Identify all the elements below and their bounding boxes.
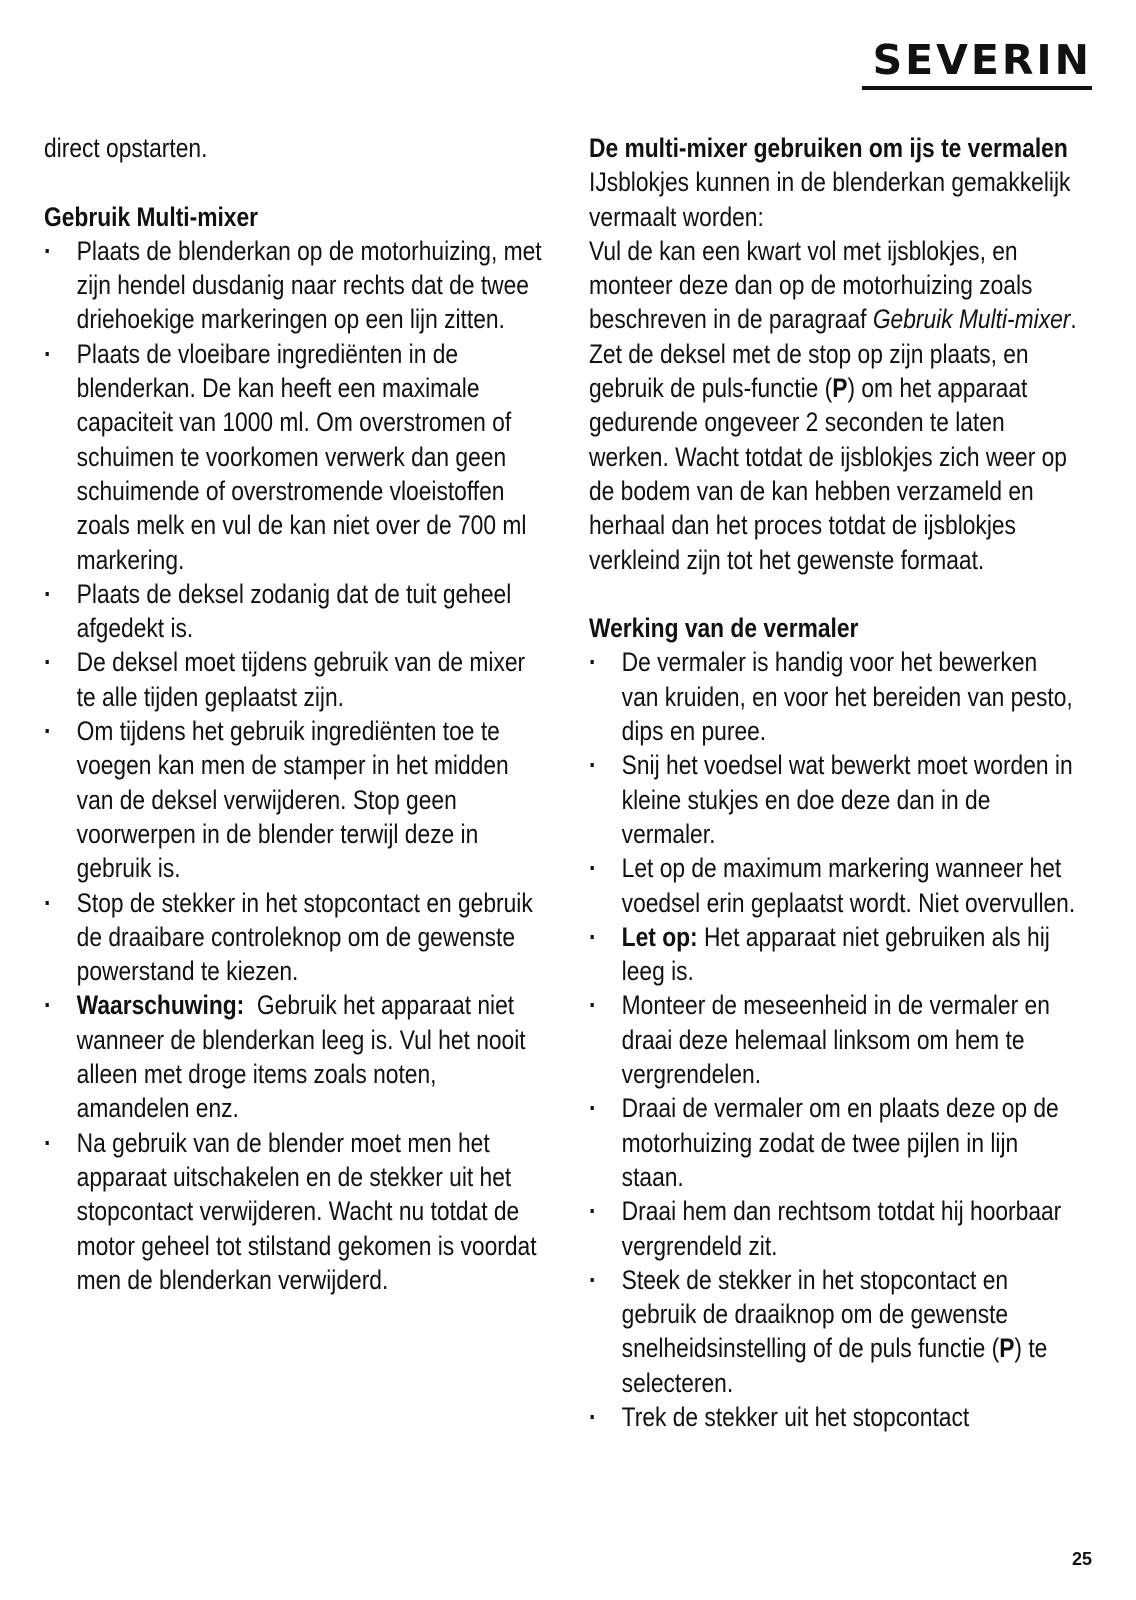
list-item: · Steek de stekker in het stopcontact en gebruik de draaiknop om de gewenste snelheidsinstelling of de puls functie (P) te selecteren. — [589, 1264, 1048, 1398]
caution-text: Het apparaat niet gebruiken als hij leeg is. — [621, 921, 1050, 987]
list-item: · De vermaler is handig voor het bewerken van kruiden, en voor het bereiden van pesto, dips en puree. — [589, 647, 1073, 747]
bullet-icon: · — [44, 990, 52, 1021]
ice-intro-text: IJsblokjes kunnen in de blenderkan gemakkelijk vermaalt worden: — [589, 167, 1071, 232]
usage-bullet-list — [44, 234, 543, 1297]
warning-text: Gebruik het apparaat niet wanneer de blenderkan leeg is. Vul het nooit alleen met droge items zoals noten, amandelen enz. — [76, 990, 526, 1124]
bullet-icon: · — [44, 338, 52, 369]
list-item: · De deksel moet tijdens gebruik van de mixer te alle tijden geplaatst zijn. — [44, 647, 526, 712]
intro-text: direct opstarten. — [44, 133, 208, 163]
bullet-icon: · — [589, 647, 597, 678]
pulse-symbol: P — [832, 373, 848, 404]
section-heading-ice: De multi-mixer gebruiken om ijs te vermalen — [589, 133, 1068, 163]
warning-item — [44, 988, 543, 1125]
bullet-icon: · — [44, 235, 52, 266]
list-item: · Snij het voedsel wat bewerkt moet worden in kleine stukjes en doe deze dan in de vermaler. — [589, 750, 1073, 849]
pulse-symbol: P — [999, 1333, 1015, 1364]
list-item: · Draai de vermaler om en plaats deze op de motorhuizing zodat de twee pijlen in lijn staan. — [589, 1093, 1059, 1192]
bullet-icon: · — [589, 1264, 597, 1295]
warning-label: Waarschuwing: — [76, 990, 245, 1021]
bullet-icon: · — [44, 578, 52, 609]
section-heading-usage: Gebruik Multi-mixer — [44, 201, 259, 232]
list-item: · Plaats de blenderkan op de motorhuizing, met zijn hendel dusdanig naar rechts dat de twee driehoekige markeringen op een lijn zitten. — [44, 235, 542, 335]
bullet-icon: · — [44, 647, 52, 678]
brand-logo-underline — [862, 86, 1092, 90]
list-item: · Trek de stekker uit het stopcontact — [589, 1400, 1079, 1434]
caution-label: Let op: — [621, 921, 698, 952]
list-item: · Om tijdens het gebruik ingrediënten toe te voegen kan men de stamper in het midden van de deksel verwijderen. Stop geen voorwerpen in de blender terwijl deze in gebruik is. — [44, 716, 509, 884]
caution-item — [589, 920, 1079, 989]
left-column — [44, 131, 543, 1297]
bullet-icon: · — [589, 1196, 597, 1227]
section-heading-grinder: Werking van de vermaler — [589, 613, 859, 644]
list-item: · Plaats de vloeibare ingrediënten in de blenderkan. De kan heeft een maximale capaciteit van 1000 ml. Om overstromen of schuimen te voorkomen verwerk dan geen schuimende of overstromende vloeistoffen zoals melk en vul de kan niet over de 700 ml markering. — [44, 338, 527, 575]
section-reference: Gebruik Multi-mixer — [872, 304, 1071, 335]
list-item: · Stop de stekker in het stopcontact en gebruik de draaibare controleknop om de gewenste powerstand te kiezen. — [44, 887, 533, 987]
bullet-icon: · — [589, 853, 597, 884]
right-column — [589, 131, 1079, 1434]
bullet-icon: · — [44, 1127, 52, 1158]
bullet-icon: · — [44, 887, 52, 918]
bullet-icon: · — [44, 716, 52, 747]
list-item: · Na gebruik van de blender moet men het apparaat uitschakelen en de stekker uit het stopcontact verwijderen. Wacht nu totdat de motor geheel tot stilstand gekomen is voordat men de blenderkan verwijderd. — [44, 1127, 537, 1295]
bullet-icon: · — [589, 921, 597, 952]
bullet-icon: · — [589, 990, 597, 1021]
list-item: · Draai hem dan rechtsom totdat hij hoorbaar vergrendeld zit. — [589, 1196, 1062, 1261]
list-item: · Monteer de meseenheid in de vermaler en draai deze helemaal linksom om hem te vergrendelen. — [589, 990, 1050, 1090]
bullet-icon: · — [589, 750, 597, 781]
ice-instructions-text: Vul de kan een kwart vol met ijsblokjes, en monteer deze dan op de motorhuizing zoals beschreven in de paragraaf Gebruik Multi-mixer. Zet de deksel met de stop op zijn plaats, en gebruik de puls-functie (P) om het apparaat gedurende ongeveer 2 seconden te laten werken. Wacht totdat de ijsblokjes zich weer op de bodem van de kan hebben verzameld en herhaal dan het proces totdat de ijsblokjes verkleind zijn tot het gewenste formaat. — [589, 235, 1077, 575]
list-item: · Plaats de deksel zodanig dat de tuit geheel afgedekt is. — [44, 578, 512, 644]
page-number: 25 — [1071, 1549, 1092, 1569]
bullet-icon: · — [589, 1093, 597, 1124]
bullet-icon: · — [589, 1401, 597, 1432]
grinder-bullet-list — [589, 645, 1079, 1434]
brand-logo: SEVERIN — [872, 36, 1092, 84]
list-item: · Let op de maximum markering wanneer het voedsel erin geplaatst wordt. Niet overvullen. — [589, 853, 1076, 918]
